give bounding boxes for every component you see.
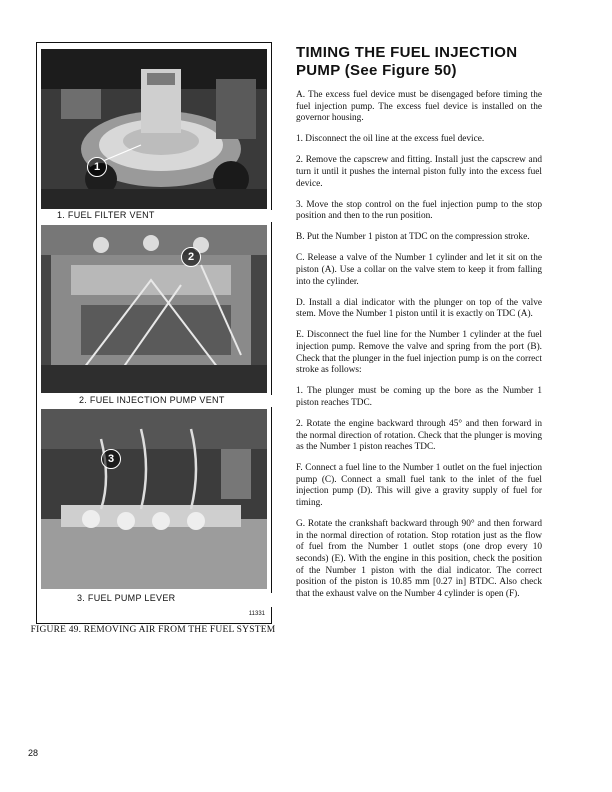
photo-caption-3: 3. FUEL PUMP LEVER [41, 593, 303, 607]
paragraph-a-step-3: 3. Move the stop control on the fuel injection pump to the stop position and then to the run position. [296, 199, 542, 222]
paragraph-e-step-2: 2. Rotate the engine backward through 45° and then forward in the normal direction of rotation. Check that the plunger is moving as the Number 1 piston reaches TDC. [296, 418, 542, 453]
photo-fuel-filter-vent [41, 49, 267, 209]
figure-49 [36, 42, 272, 624]
photo-fuel-pump-lever [41, 409, 267, 589]
instruction-text [296, 90, 542, 610]
paragraph-a-step-1: 1. Disconnect the oil line at the excess fuel device. [296, 134, 485, 145]
engine-photo-image [41, 409, 267, 589]
paragraph-b: B. Put the Number 1 piston at TDC on the compression stroke. [296, 232, 530, 243]
figure-number: 11331 [248, 611, 265, 617]
photo-fuel-injection-pump-vent [41, 225, 267, 393]
photo-caption-2: 2. FUEL INJECTION PUMP VENT [41, 395, 305, 407]
paragraph-a-step-2: 2. Remove the capscrew and fitting. Install just the capscrew and turn it until it pushes the internal piston fully into the excess fuel device. [296, 155, 542, 189]
photo-caption-1: 1. FUEL FILTER VENT [41, 210, 283, 222]
callout-1: 1 [87, 157, 107, 177]
paragraph-e: E. Disconnect the fuel line for the Number 1 cylinder at the fuel injection pump. Remove the valve and spring from the port (B). Check that the plunger in the fuel injection pump is on the correct stroke as follows: [296, 330, 542, 376]
paragraph-c: C. Release a valve of the Number 1 cylinder and let it sit on the piston (A). Use a collar on the valve stem to keep it from falling into the cylinder. [296, 253, 542, 287]
engine-photo-image [41, 225, 267, 393]
paragraph-a: A. The excess fuel device must be disengaged before timing the fuel injection pump. The excess fuel device is installed on the governor housing. [296, 90, 542, 124]
engine-photo-image [41, 49, 267, 209]
callout-3: 3 [101, 449, 121, 469]
figure-caption: FIGURE 49. REMOVING AIR FROM THE FUEL SYSTEM [30, 625, 276, 635]
paragraph-e-step-1: 1. The plunger must be coming up the bore as the Number 1 piston reaches TDC. [296, 386, 542, 408]
section-heading: TIMING THE FUEL INJECTION PUMP (See Figure 50) [296, 44, 518, 79]
paragraph-f: F. Connect a fuel line to the Number 1 outlet on the fuel injection pump (C). Connect a small fuel tank to the inlet of the fuel injection pump (D). This will give a gravity supply of fuel for timing. [296, 463, 542, 509]
callout-2: 2 [181, 247, 201, 267]
paragraph-d: D. Install a dial indicator with the plunger on top of the valve stem. Move the Number 1 piston until it is exactly on TDC (A). [296, 297, 542, 320]
page-number: 28 [28, 748, 39, 758]
paragraph-g: G. Rotate the crankshaft backward through 90° and then forward in the normal direction of rotation. Stop rotation just as the flow of fuel from the Number 1 outlet stops (one drop every 10 seconds) (E). With the engine in this position, check the position of the Number 1 piston with the dial indicator. The correct position of the piston is 10.85 mm [0.27 in] BTDC. Also check that the exhaust valve on the Number 4 cylinder is open (F). [296, 519, 542, 599]
